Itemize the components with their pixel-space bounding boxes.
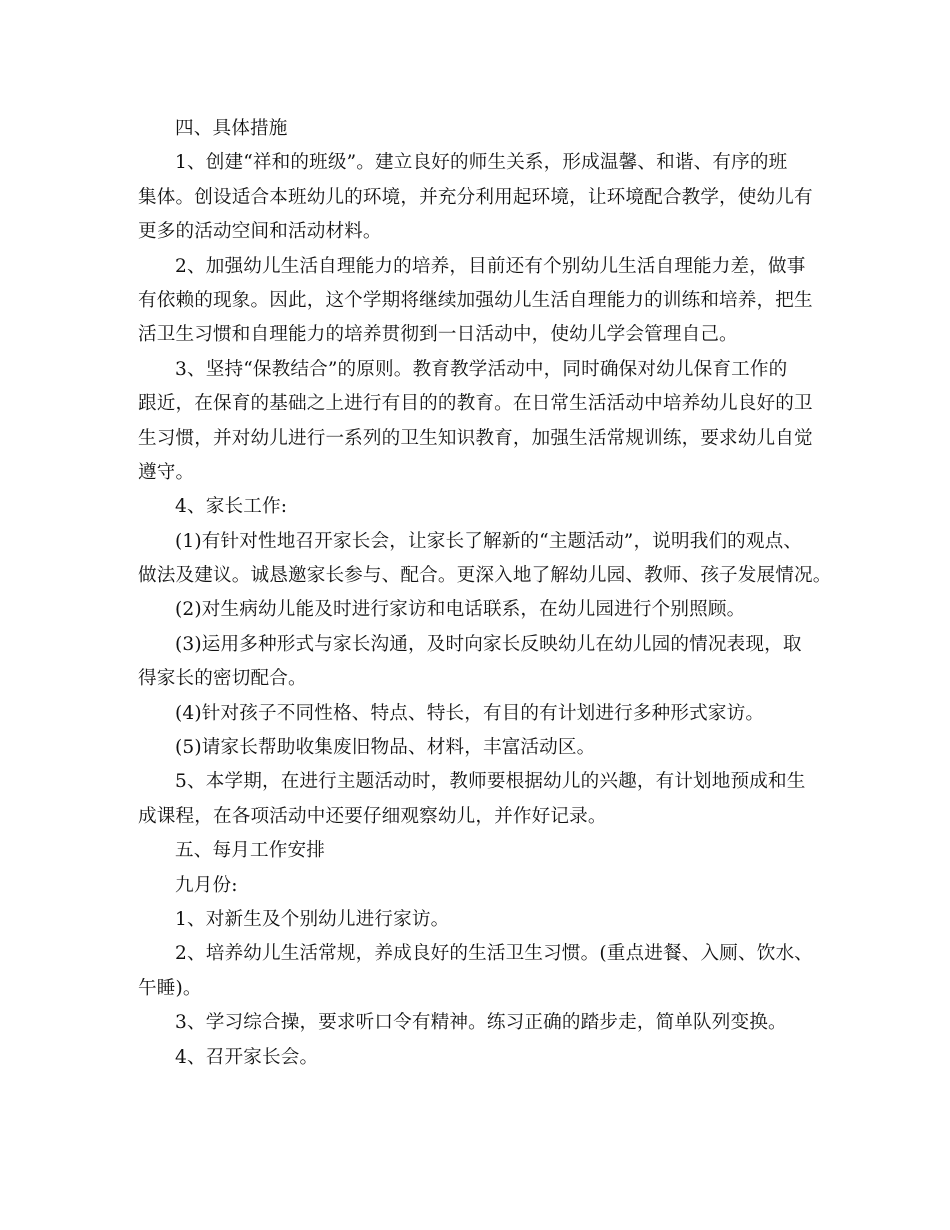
section-heading-monthly-schedule: 五、每月工作安排 [175, 840, 325, 862]
list-item-line: 得家长的密切配合。 [138, 668, 307, 690]
list-item-line: (4)针对孩子不同性格、特点、特长，有目的有计划进行多种形式家访。 [175, 702, 765, 724]
paragraph-line: 跟近，在保育的基础之上进行有目的的教育。在日常生活活动中培养幼儿良好的卫 [138, 393, 813, 415]
list-item-line: 4、召开家长会。 [175, 1046, 319, 1068]
paragraph-line: 生习惯，并对幼儿进行一系列的卫生知识教育，加强生活常规训练，要求幼儿自觉 [138, 427, 813, 449]
list-item-line: (1)有针对性地召开家长会，让家长了解新的“主题活动”，说明我们的观点、 [175, 530, 803, 552]
list-item-line: 做法及建议。诚恳邀家长参与、配合。更深入地了解幼儿园、教师、孩子发展情况。 [138, 565, 832, 587]
subheading-september: 九月份: [175, 874, 238, 896]
section-heading-specific-measures: 四、具体措施 [175, 118, 288, 139]
subheading-parent-work: 4、家长工作: [175, 496, 288, 518]
list-item-line: (3)运用多种形式与家长沟通，及时向家长反映幼儿在幼儿园的情况表现，取 [175, 633, 802, 655]
list-item-line: (5)请家长帮助收集废旧物品、材料，丰富活动区。 [175, 737, 596, 759]
list-item-line: 1、对新生及个别幼儿进行家访。 [175, 908, 450, 930]
paragraph-line: 遵守。 [138, 461, 195, 483]
document-page [138, 112, 832, 1075]
paragraph-line: 有依赖的现象。因此，这个学期将继续加强幼儿生活自理能力的训练和培养，把生 [138, 289, 813, 311]
list-item-line: 2、培养幼儿生活常规，养成良好的生活卫生习惯。(重点进餐、入厕、饮水、 [175, 943, 813, 965]
paragraph-line: 成课程，在各项活动中还要仔细观察幼儿，并作好记录。 [138, 805, 607, 827]
paragraph-line: 1、创建“祥和的班级”。建立良好的师生关系，形成温馨、和谐、有序的班 [175, 152, 788, 174]
paragraph-line: 集体。创设适合本班幼儿的环境，并充分利用起环境，让环境配合教学，使幼儿有 [138, 186, 813, 208]
list-item-line: 午睡)。 [138, 977, 202, 999]
list-item-line: 3、学习综合操，要求听口令有精神。练习正确的踏步走，简单队列变换。 [175, 1012, 787, 1034]
paragraph-line: 更多的活动空间和活动材料。 [138, 221, 382, 243]
paragraph-line: 活卫生习惯和自理能力的培养贯彻到一日活动中，使幼儿学会管理自己。 [138, 324, 738, 346]
paragraph-line: 3、坚持“保教结合”的原则。教育教学活动中，同时确保对幼儿保育工作的 [175, 358, 788, 380]
paragraph-line: 2、加强幼儿生活自理能力的培养，目前还有个别幼儿生活自理能力差，做事 [175, 255, 806, 277]
paragraph-line: 5、本学期，在进行主题活动时，教师要根据幼儿的兴趣，有计划地预成和生 [175, 771, 806, 793]
list-item-line: (2)对生病幼儿能及时进行家访和电话联系，在幼儿园进行个别照顾。 [175, 599, 746, 621]
